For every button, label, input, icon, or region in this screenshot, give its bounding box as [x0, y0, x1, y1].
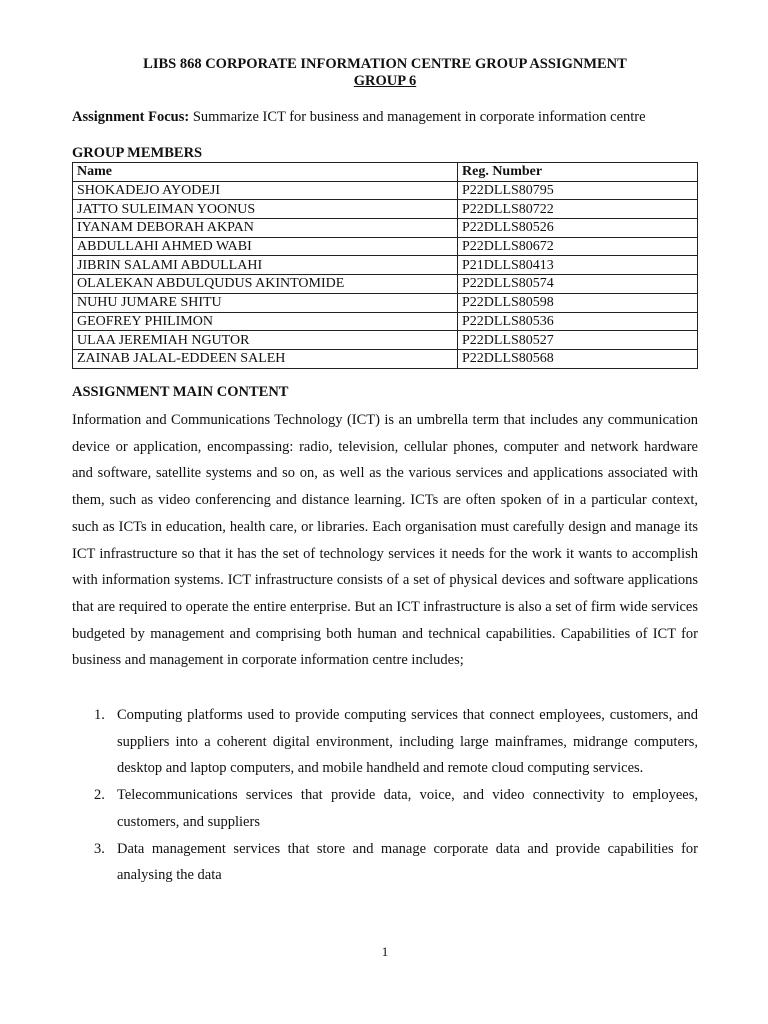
list-item — [72, 836, 698, 889]
list-item — [72, 782, 698, 835]
member-reg: P22DLLS80526 — [458, 219, 698, 238]
main-paragraph: Information and Communications Technology (ICT) is an umbrella term that includes any communication device or application, encompassing: radio, television, cellular phones, computer and network hardware and software, satellite systems and so on, as well as the various services and applications associated with them, such as video conferencing and distance learning. ICTs are often spoken of in a particular context, such as ICTs in education, health care, or libraries. Each organisation must carefully design and manage its ICT infrastructure so that it has the set of technology services it needs for the work it wants to accomplish with information systems. ICT infrastructure consists of a set of physical devices and software applications that are required to operate the entire enterprise. But an ICT infrastructure is also a set of firm wide services budgeted by management and comprising both human and technical capabilities. Capabilities of ICT for business and management in corporate information centre includes; — [72, 412, 698, 669]
table-row — [73, 293, 698, 312]
member-name: OLALEKAN ABDULQUDUS AKINTOMIDE — [73, 275, 458, 294]
header-reg-number: Reg. Number — [458, 163, 698, 182]
table-row — [73, 219, 698, 238]
list-item — [72, 702, 698, 782]
table-row — [73, 256, 698, 275]
member-name: GEOFREY PHILIMON — [73, 312, 458, 331]
member-reg: P22DLLS80598 — [458, 293, 698, 312]
member-name: SHOKADEJO AYODEJI — [73, 181, 458, 200]
member-reg: P22DLLS80672 — [458, 237, 698, 256]
member-name: NUHU JUMARE SHITU — [73, 293, 458, 312]
list-number: 1. — [94, 707, 105, 723]
member-name: ZAINAB JALAL-EDDEEN SALEH — [73, 349, 458, 368]
list-text: Data management services that store and manage corporate data and provide capabilities for analysing the data — [117, 840, 698, 884]
main-content-heading: ASSIGNMENT MAIN CONTENT — [72, 384, 289, 400]
focus-label: Assignment Focus: — [72, 109, 190, 125]
group-subtitle: GROUP 6 — [353, 73, 417, 89]
table-row — [73, 200, 698, 219]
member-reg: P22DLLS80568 — [458, 349, 698, 368]
document-title: LIBS 868 CORPORATE INFORMATION CENTRE GROUP ASSIGNMENT — [143, 56, 627, 72]
table-row — [73, 312, 698, 331]
member-reg: P21DLLS80413 — [458, 256, 698, 275]
capabilities-list — [72, 702, 698, 889]
member-name: JATTO SULEIMAN YOONUS — [73, 200, 458, 219]
table-row — [73, 275, 698, 294]
list-text: Telecommunications services that provide data, voice, and video connectivity to employees, customers, and suppliers — [117, 787, 698, 830]
page-number: 1 — [381, 944, 389, 959]
member-reg: P22DLLS80795 — [458, 181, 698, 200]
table-row — [73, 237, 698, 256]
member-name: ABDULLAHI AHMED WABI — [73, 237, 458, 256]
header-name: Name — [73, 163, 458, 182]
member-reg: P22DLLS80574 — [458, 275, 698, 294]
focus-text: Summarize ICT for business and management in corporate information centre — [189, 109, 646, 125]
assignment-focus — [72, 109, 698, 126]
member-reg: P22DLLS80722 — [458, 200, 698, 219]
list-number: 2. — [94, 787, 105, 804]
table-row — [73, 181, 698, 200]
table-row — [73, 349, 698, 368]
member-reg: P22DLLS80536 — [458, 312, 698, 331]
table-header-row — [73, 163, 698, 182]
member-name: JIBRIN SALAMI ABDULLAHI — [73, 256, 458, 275]
member-name: IYANAM DEBORAH AKPAN — [73, 219, 458, 238]
members-table — [72, 162, 698, 369]
member-reg: P22DLLS80527 — [458, 331, 698, 350]
members-heading: GROUP MEMBERS — [72, 145, 203, 161]
member-name: ULAA JEREMIAH NGUTOR — [73, 331, 458, 350]
list-text: Computing platforms used to provide computing services that connect employees, customers, and suppliers into a coherent digital environment, including large mainframes, midrange computers, desktop and laptop computers, and mobile handheld and remote cloud computing services. — [117, 707, 698, 777]
table-row — [73, 331, 698, 350]
list-number: 3. — [94, 840, 105, 857]
